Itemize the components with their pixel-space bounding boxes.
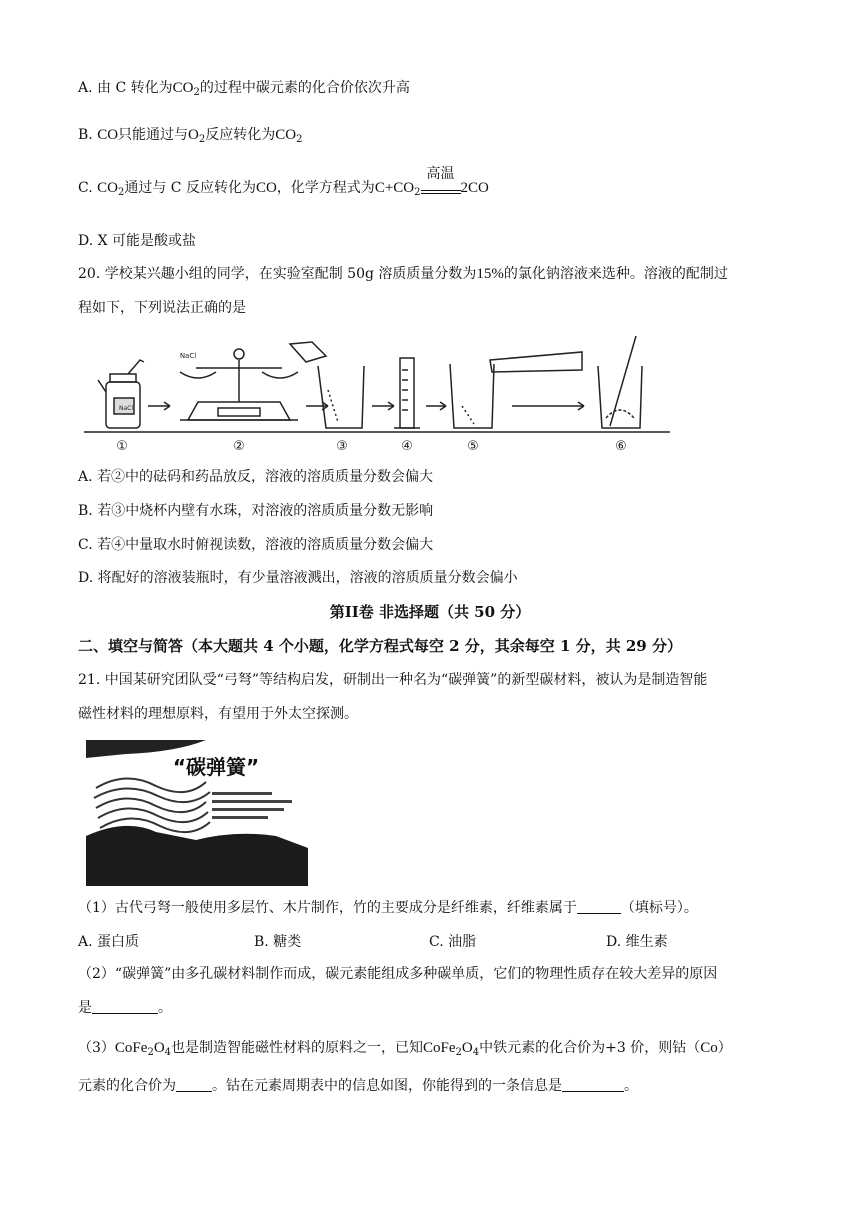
stirring-beaker-icon: [598, 336, 642, 428]
section-title: 第II卷 非选择题（共 50 分）: [329, 603, 531, 621]
step-label: ④: [401, 439, 413, 454]
section-heading: 二、填空与简答（本大题共 4 个小题，化学方程式每空 2 分，其余每空 1 分，共 29 分）: [78, 637, 682, 655]
answer-blank[interactable]: [176, 1077, 212, 1092]
carbon-spring-image: [86, 740, 308, 886]
q21-part3-line2: 元素的化合价为 。钴在元素周期表中的信息如图，你能得到的一条信息是 。: [78, 1078, 638, 1094]
q20-option-d: D. 将配好的溶液装瓶时，有少量溶液溅出，溶液的溶质质量分数会偏小: [78, 570, 518, 586]
answer-blank[interactable]: [92, 999, 158, 1014]
q20-option-c: C. 若④中量取水时俯视读数，溶液的溶质质量分数会偏大: [78, 537, 434, 553]
step-label: ②: [233, 439, 245, 454]
q19-option-b: B. CO只能通过与$O_2$反应转化为$CO_2$: [78, 127, 303, 145]
q21-p1-option-a: A. 蛋白质: [78, 934, 140, 950]
reaction-condition: 高温: [421, 184, 461, 194]
q21-p1-option-b: B. 糖类: [254, 934, 302, 950]
q21-stem-line2: 磁性材料的理想原料，有望用于外太空探测。: [78, 706, 358, 722]
solution-preparation-figure: [80, 330, 674, 458]
step-label: ⑥: [615, 439, 627, 454]
step-label: ⑤: [467, 439, 479, 454]
q21-part2-line2: 是 。: [78, 1000, 172, 1016]
q19-option-c: C. $CO_2$通过与 C 反应转化为CO，化学方程式为$C+CO_2$ 高温 2CO: [78, 166, 489, 198]
step-label: ①: [116, 439, 128, 454]
beaker-icon: [290, 342, 364, 428]
q20-stem-line2: 程如下，下列说法正确的是: [78, 300, 246, 316]
reagent-jar-icon: [98, 360, 144, 428]
q21-part2-line1: （2）“碳弹簧”由多孔碳材料制作而成，碳元素能组成多种碳单质，它们的物理性质存在较大差异的原因: [78, 966, 718, 982]
q20-option-a: A. 若②中的砝码和药品放反，溶液的溶质质量分数会偏大: [78, 469, 434, 485]
image-title: “碳弹簧”: [172, 755, 260, 779]
q19-option-a: A. 由 C 转化为$CO_2$的过程中碳元素的化合价依次升高: [78, 80, 410, 98]
answer-blank[interactable]: [577, 899, 621, 914]
q20-stem-line1: 20. 学校某兴趣小组的同学，在实验室配制 50g 溶质质量分数为15%的氯化钠溶液来选种。溶液的配制过: [78, 266, 728, 282]
step-label: ③: [336, 439, 348, 454]
q19-option-d: D. X 可能是酸或盐: [78, 233, 197, 249]
answer-blank[interactable]: [562, 1077, 624, 1092]
pouring-beaker-icon: [450, 352, 582, 428]
q20-option-b: B. 若③中烧杯内壁有水珠，对溶液的溶质质量分数无影响: [78, 503, 434, 519]
q21-part3-line1: $(3)CoFe_2O_4$也是制造智能磁性材料的原料之一，已知$CoFe_2O_4$中铁元素的化合价为+3 价，则钴（Co）: [78, 1040, 732, 1058]
graduated-cylinder-icon: [394, 358, 420, 428]
jar-label: NaCl: [118, 405, 134, 412]
q21-part1: （1）古代弓弩一般使用多层竹、木片制作，竹的主要成分是纤维素，纤维素属于 （填标号）。: [78, 900, 698, 916]
q21-p1-option-d: D. 维生素: [606, 934, 668, 950]
q21-p1-option-c: C. 油脂: [429, 934, 477, 950]
q21-stem-line1: 21. 中国某研究团队受“弓弩”等结构启发，研制出一种名为“碳弹簧”的新型碳材料，被认为是制造智能: [78, 672, 708, 688]
balance-icon: [180, 349, 298, 420]
balance-label: NaCl: [179, 352, 197, 360]
